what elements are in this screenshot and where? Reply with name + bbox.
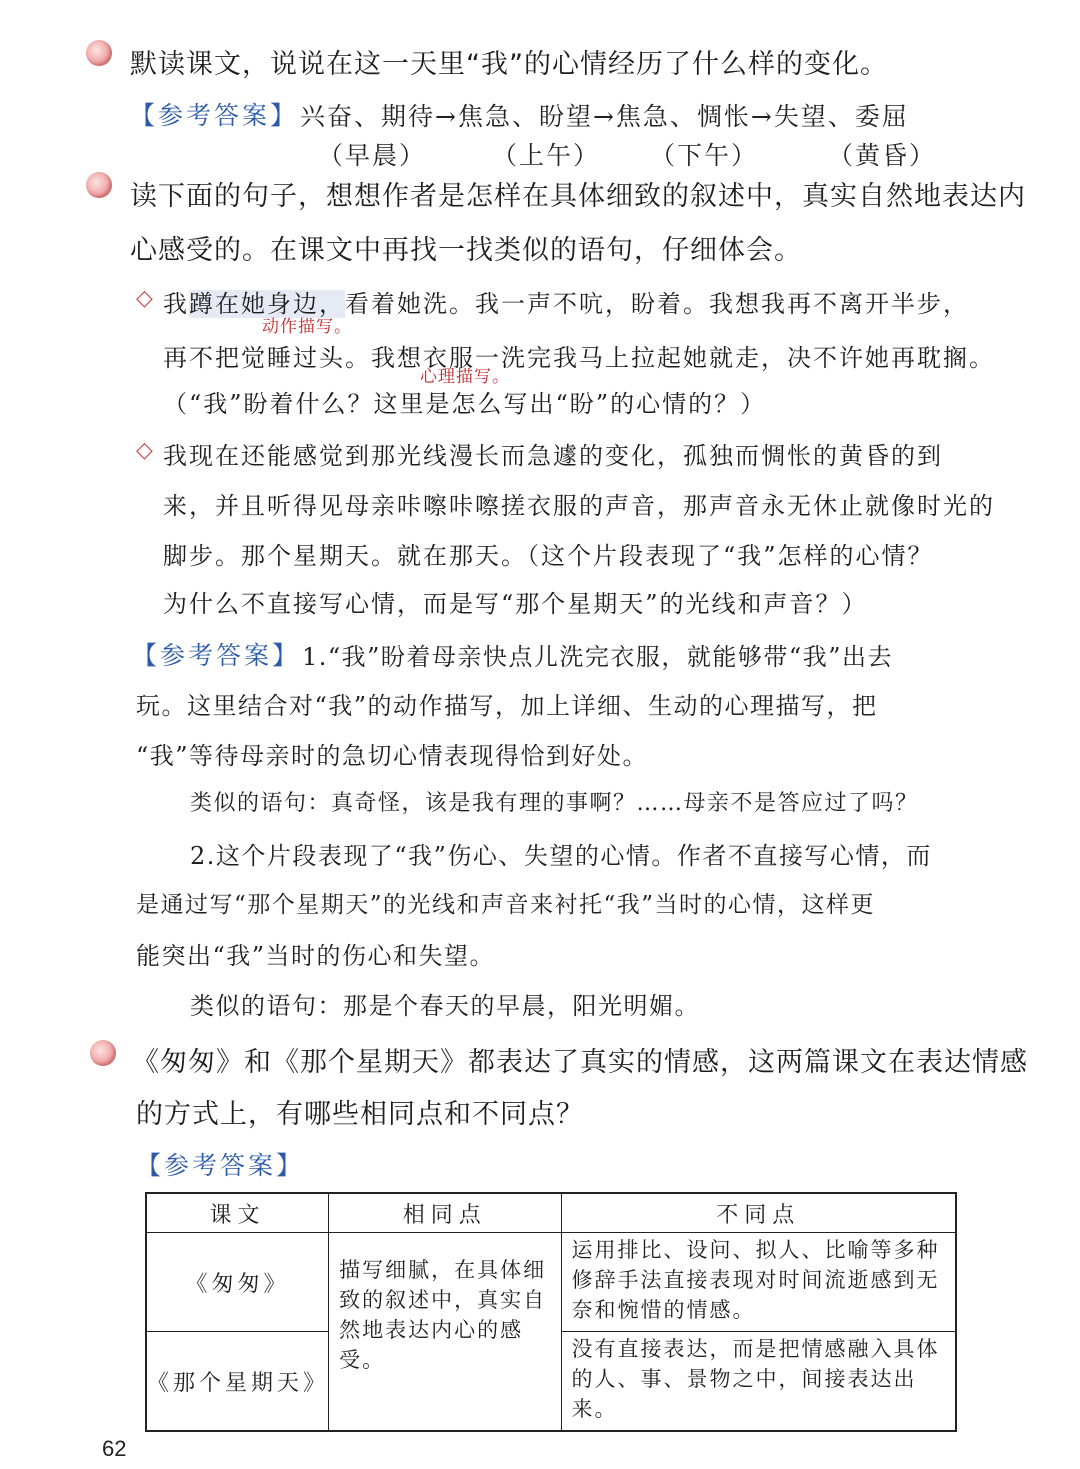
time-afternoon: （下午） [650,141,759,170]
question-2-line-1: 读下面的句子，想想作者是怎样在具体细致的叙述中，真实自然地表达内 [130,181,1026,212]
sentence-2-line-2: 来，并且听得见母亲咔嚓咔嚓搓衣服的声音，那声音永无休止就像时光的 [163,492,995,520]
bullet-icon [86,172,112,198]
answer-2-line-5: 2.这个片段表现了“我”伤心、失望的心情。作者不直接写心情，而 [190,842,932,870]
sentence-1-line-2: 再不把觉睡过头。我想衣服一洗完我马上拉起她就走，决不许她再耽搁。 [163,344,995,372]
time-dusk: （黄昏） [828,141,937,170]
answer-2-line-4: 类似的语句：真奇怪，该是我有理的事啊？……母亲不是答应过了吗？ [190,791,919,816]
time-forenoon: （上午） [492,141,601,170]
time-morning: （早晨） [318,141,427,170]
sentence-2-line-3: 脚步。那个星期天。就在那天。（这个片段表现了“我”怎样的心情？ [163,542,934,570]
diamond-bullet-icon: ◇ [136,438,153,463]
table-cell-title: 《匆匆》 [146,1233,329,1332]
table-header: 不同点 [561,1193,956,1233]
annotation-action: 动作描写。 [262,317,352,337]
sentence-2-line-4: 为什么不直接写心情，而是写“那个星期天”的光线和声音？） [163,590,868,618]
table-header: 课文 [146,1193,329,1233]
question-3-line-1: 《匆匆》和《那个星期天》都表达了真实的情感，这两篇课文在表达情感 [132,1047,1028,1078]
bullet-icon [86,40,112,66]
question-3-line-2: 的方式上，有哪些相同点和不同点？ [136,1099,584,1130]
answer-2-line-6: 是通过写“那个星期天”的光线和声音来衬托“我”当时的心情，这样更 [136,892,876,918]
diff-points-text: 运用排比、设问、拟人、比喻等多种修辞手法直接表现对时间流逝感到无奈和惋惜的情感。 [571,1238,940,1322]
annotation-psychology: 心理描写。 [420,367,510,387]
same-points-text: 描写细腻，在具体细致的叙述中，真实自然地表达内心的感受。 [339,1258,547,1372]
sentence-1-word: 我 [163,290,189,318]
sentence-1-line-3: （“我”盼着什么？这里是怎么写出“盼”的心情的？） [163,390,767,418]
answer-tag-3: 【参考答案】 [136,1151,305,1180]
bullet-icon [90,1040,116,1066]
answer-1: 兴奋、期待→焦急、盼望→焦急、惆怅→失望、委屈 [300,102,909,131]
question-2-line-2: 心感受的。在课文中再找一找类似的语句，仔细体会。 [130,235,802,266]
sentence-1-rest: 看着她洗。我一声不吭，盼着。我想我再不离开半步， [345,290,969,318]
table-cell-title: 《那个星期天》 [146,1332,329,1432]
table-row [146,1233,956,1332]
page-number: 62 [102,1436,127,1461]
comparison-table [145,1192,957,1432]
answer-2-line-2: 玩。这里结合对“我”的动作描写，加上详细、生动的心理描写，把 [136,692,878,720]
answer-tag-2: 【参考答案】 [132,641,301,670]
sentence-2-line-1: 我现在还能感觉到那光线漫长而急遽的变化，孤独而惆怅的黄昏的到 [163,442,943,470]
answer-tag-1: 【参考答案】 [130,101,299,130]
table-header-row [146,1193,956,1233]
table-header: 相同点 [329,1193,561,1233]
answer-2-line-1: 1.“我”盼着母亲快点儿洗完衣服，就能够带“我”出去 [302,643,893,671]
answer-2-line-8: 类似的语句：那是个春天的早晨，阳光明媚。 [190,992,700,1020]
question-1: 默读课文，说说在这一天里“我”的心情经历了什么样的变化。 [130,49,888,80]
table-cell-same [329,1233,561,1432]
sentence-1-action: 蹲在她身边， [189,290,345,318]
diamond-bullet-icon: ◇ [136,286,153,311]
table-cell-diff [561,1332,956,1432]
answer-2-line-7: 能突出“我”当时的伤心和失望。 [136,942,496,970]
table-cell-diff [561,1233,956,1332]
diff-points-text: 没有直接表达，而是把情感融入具体的人、事、景物之中，间接表达出来。 [571,1337,940,1421]
answer-2-line-3: “我”等待母亲时的急切心情表现得恰到好处。 [136,742,649,770]
